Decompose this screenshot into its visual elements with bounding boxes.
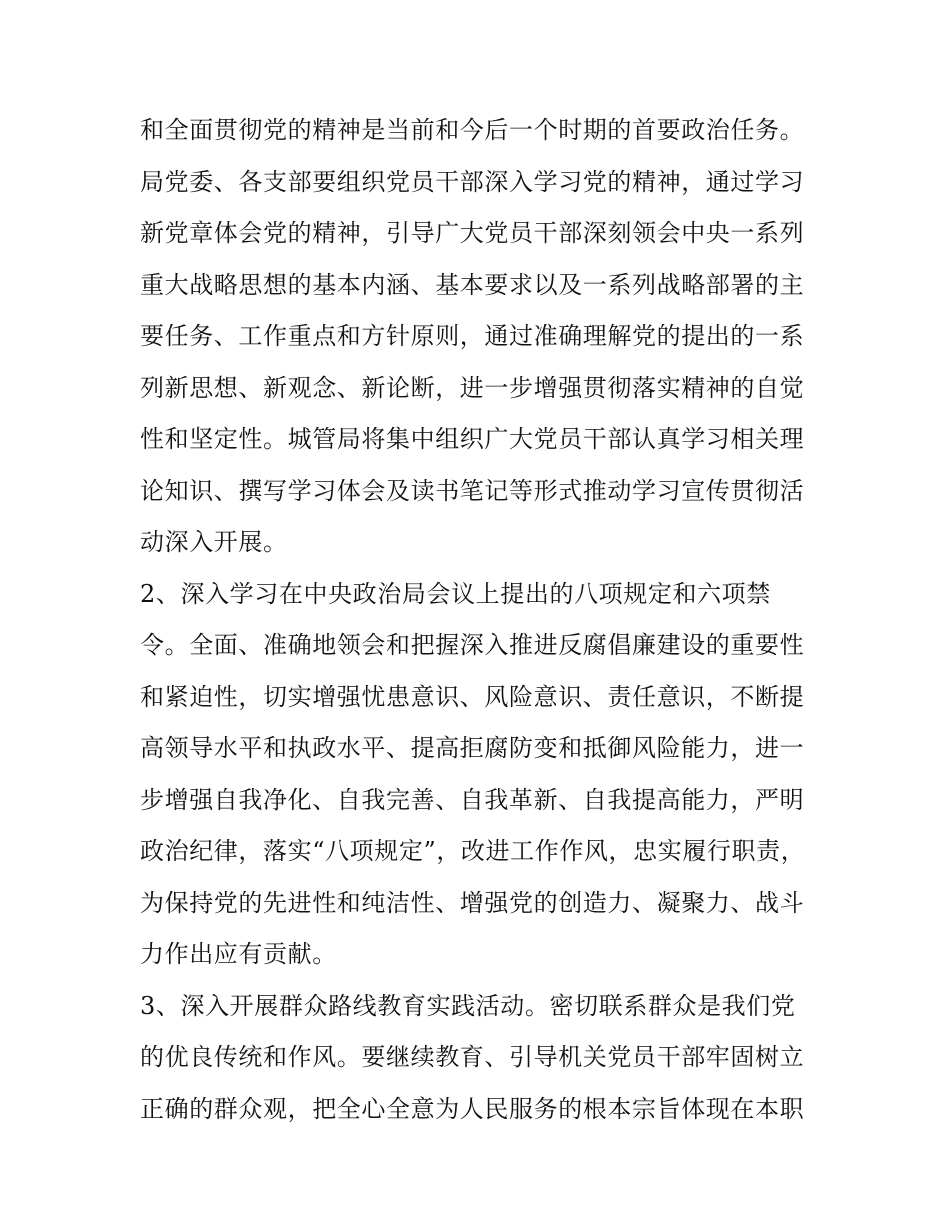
document-body <box>140 105 820 1135</box>
text-line: 的优良传统和作风。要继续教育、引导机关党员干部牢固树立 <box>140 1043 805 1071</box>
text-line: 局党委、各支部要组织党员干部深入学习党的精神，通过学习 <box>140 167 805 196</box>
text-line: 新党章体会党的精神，引导广大党员干部深刻领会中央一系列 <box>140 219 805 247</box>
text-line: 力作出应有贡献。 <box>140 940 337 968</box>
text-line: 重大战略思想的基本内涵、基本要求以及一系列战略部署的主 <box>140 270 805 299</box>
text-line: 3、深入开展群众路线教育实践活动。密切联系群众是我们党 <box>140 991 796 1020</box>
text-line: 动深入开展。 <box>140 528 288 556</box>
text-line: 和紧迫性，切实增强忧患意识、风险意识、责任意识，不断提 <box>140 682 805 711</box>
text-line: 2、深入学习在中央政治局会议上提出的八项规定和六项禁 <box>140 579 771 608</box>
text-line: 性和坚定性。城管局将集中组织广大党员干部认真学习相关理 <box>140 425 805 453</box>
text-line: 列新思想、新观念、新论断，进一步增强贯彻落实精神的自觉 <box>140 373 805 402</box>
text-line: 政治纪律，落实“八项规定”，改进工作作风，忠实履行职责， <box>140 837 806 865</box>
text-line: 高领导水平和执政水平、提高拒腐防变和抵御风险能力，进一 <box>140 734 805 762</box>
text-line: 步增强自我净化、自我完善、自我革新、自我提高能力，严明 <box>140 785 805 814</box>
text-line: 为保持党的先进性和纯洁性、增强党的创造力、凝聚力、战斗 <box>140 888 805 917</box>
text-line: 论知识、撰写学习体会及读书笔记等形式推动学习宣传贯彻活 <box>140 476 805 505</box>
text-line: 要任务、工作重点和方针原则，通过准确理解党的提出的一系 <box>140 322 805 350</box>
text-line: 和全面贯彻党的精神是当前和今后一个时期的首要政治任务。 <box>140 116 805 144</box>
text-line: 令。全面、准确地领会和把握深入推进反腐倡廉建设的重要性 <box>140 631 805 659</box>
text-line: 正确的群众观，把全心全意为人民服务的根本宗旨体现在本职 <box>140 1094 805 1123</box>
